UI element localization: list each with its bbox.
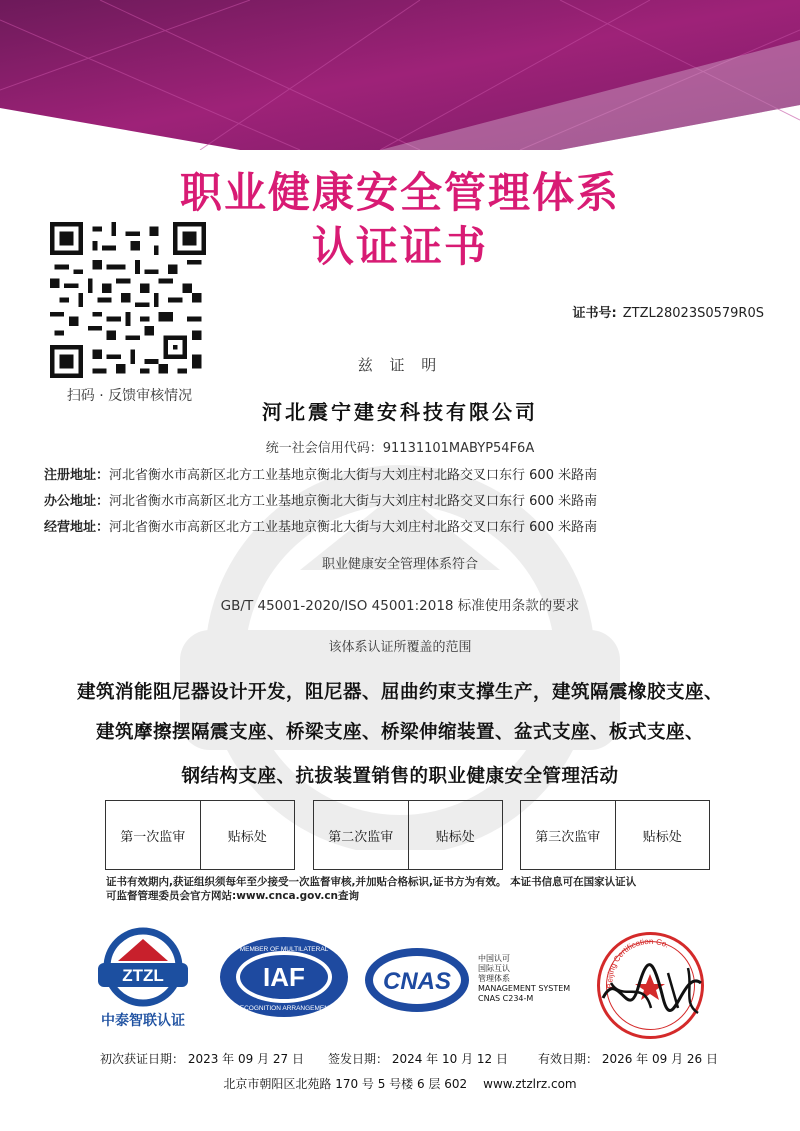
seal-text: Beijing Certification Co.: [605, 936, 671, 989]
iaf-top-text: MEMBER OF MULTILATERAL: [239, 946, 329, 953]
address-value: 河北省衡水市高新区北方工业基地京衡北大街与大刘庄村北路交叉口东行 600 米路南: [109, 494, 598, 509]
cnas-line: 管理体系: [478, 974, 510, 983]
first-audit-box: [105, 800, 295, 870]
ztzl-mark: ZTZL: [122, 966, 164, 985]
cnas-text: [478, 954, 570, 1004]
svg-text:Beijing Certification Co.: [605, 937, 670, 989]
scope-line: 建筑消能阻尼器设计开发，阻尼器、屈曲约束支撑生产，建筑隔震橡胶支座、: [76, 682, 723, 703]
audit-label: 第二次监审: [314, 801, 409, 869]
second-audit-box: [313, 800, 503, 870]
certificate-subtitle: 认证证书: [311, 222, 488, 271]
hereby-certify: 兹 证 明: [357, 356, 443, 374]
scope-line: 建筑摩擦摆隔震支座、桥梁支座、桥梁伸缩装置、盆式支座、板式支座、: [95, 722, 704, 743]
standard-statement: GB/T 45001-2020/ISO 45001:2018 标准使用条款的要求: [220, 598, 580, 614]
registered-address: [44, 464, 597, 483]
cnas-line: 国际互认: [478, 964, 510, 973]
company-name: 河北震宁建安科技有限公司: [262, 400, 538, 424]
sticker-area: 贴标处: [435, 829, 475, 845]
first-issue-date: 初次获证日期： 2023 年 09 月 27 日: [100, 1052, 304, 1066]
iaf-mark: IAF: [263, 962, 305, 992]
cnas-mark: CNAS: [382, 968, 452, 995]
expiry-date: 有效日期： 2026 年 09 月 26 日: [538, 1052, 718, 1066]
footer: [0, 1075, 800, 1092]
ztzl-logo: [88, 925, 198, 1030]
scope-heading: 该体系认证所覆盖的范围: [328, 640, 472, 655]
office-address: [44, 490, 597, 509]
credit-code: 统一社会信用代码：91131101MABYP54F6A: [265, 441, 535, 456]
iaf-logo: [216, 935, 352, 1020]
audit-label: 第三次监审: [521, 801, 616, 869]
iaf-bottom-text: RECOGNITION ARRANGEMENT: [235, 1005, 333, 1012]
business-address: [44, 516, 597, 535]
address-value: 河北省衡水市高新区北方工业基地京衡北大街与大刘庄村北路交叉口东行 600 米路南: [109, 520, 598, 535]
address-value: 河北省衡水市高新区北方工业基地京衡北大街与大刘庄村北路交叉口东行 600 米路南: [109, 468, 598, 483]
cnas-line: 中国认可: [478, 954, 510, 963]
cnas-logo: [362, 945, 472, 1015]
certificate-number-value: ZTZL28023S0579R0S: [622, 306, 764, 321]
conform-statement: 职业健康安全管理体系符合: [321, 557, 478, 572]
footer-address: 北京市朝阳区北苑路 170 号 5 号楼 6 层 602: [223, 1077, 468, 1091]
issue-date: 签发日期： 2024 年 10 月 12 日: [328, 1052, 508, 1066]
third-audit-box: [520, 800, 710, 870]
address-label: 注册地址：: [44, 468, 110, 483]
certificate-title: 职业健康安全管理体系: [179, 168, 620, 217]
ztzl-name: 中泰智联认证: [101, 1013, 185, 1029]
footer-website[interactable]: www.ztzlrz.com: [483, 1077, 577, 1091]
address-label: 办公地址：: [44, 494, 110, 509]
scope-line: 钢结构支座、抗拔装置销售的职业健康安全管理活动: [181, 766, 619, 787]
certificate-number-label: 证书号:: [572, 306, 617, 321]
sticker-area: 贴标处: [642, 829, 682, 845]
audit-label: 第一次监审: [106, 801, 201, 869]
cnas-line: MANAGEMENT SYSTEM: [478, 984, 571, 993]
header-banner: [0, 0, 800, 150]
sticker-area: 贴标处: [227, 829, 267, 845]
qr-caption: 扫码 · 反馈审核情况: [66, 388, 193, 404]
official-seal: [593, 928, 708, 1043]
cnas-line: CNAS C234-M: [478, 994, 534, 1003]
validity-note: 证书有效期内,获证组织须每年至少接受一次监督审核,并加贴合格标识,证书方为有效。 本证书信息可在国家认证认: [106, 876, 637, 888]
certificate-number: [573, 302, 764, 321]
address-label: 经营地址：: [44, 520, 110, 535]
validity-note: 可监督管理委员会官方网站:www.cnca.gov.cn查询: [106, 890, 360, 902]
